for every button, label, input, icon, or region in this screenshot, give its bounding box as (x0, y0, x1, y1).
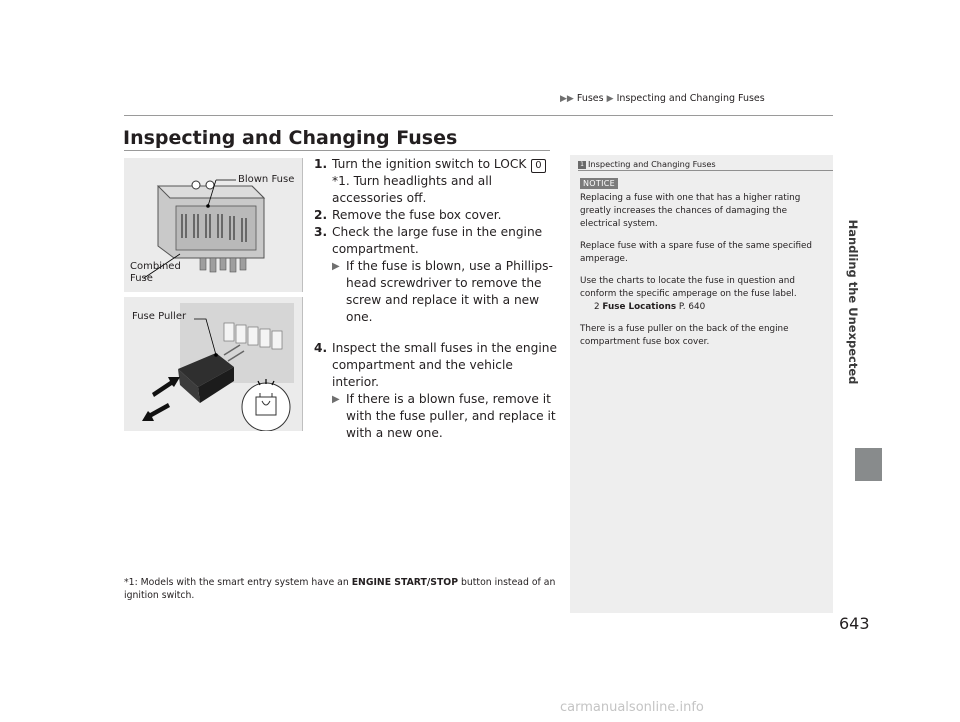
panel-title (578, 159, 716, 169)
xref-label: Fuse Locations (602, 302, 677, 312)
step-4-substep (314, 391, 559, 442)
step-text: Remove the fuse box cover. (332, 208, 502, 222)
arrow-icon: ▶ (332, 394, 340, 405)
breadcrumb-section: Fuses (576, 93, 604, 104)
step-3-substep (314, 258, 559, 326)
title-rule (124, 150, 550, 151)
step-2 (314, 207, 559, 224)
footnote-text: button instead of an ignition switch. (124, 577, 556, 601)
step-text: Turn the ignition switch to LOCK (332, 157, 531, 171)
chapter-side-label-text: Handling the Unexpected (846, 219, 860, 385)
step-text: *1. Turn headlights and all accessories off. (332, 174, 493, 205)
breadcrumb-arrow-icon: ▶ (606, 94, 614, 104)
page-title: Inspecting and Changing Fuses (123, 127, 458, 149)
page-number: 643 (839, 614, 870, 633)
xref-icon: 2 (594, 302, 600, 312)
panel-rule (578, 170, 833, 171)
breadcrumb (560, 93, 765, 104)
combined-fuse-label: Combined Fuse (130, 261, 181, 284)
panel-body (580, 192, 828, 358)
step-text: Check the large fuse in the engine compartment. (332, 225, 543, 256)
footnote (124, 576, 564, 602)
fuse-puller-illustration (124, 297, 303, 431)
step-1 (314, 156, 559, 207)
steps-list (314, 156, 559, 442)
step-3 (314, 224, 559, 258)
chapter-side-label (836, 175, 864, 445)
step-4 (314, 340, 559, 391)
substep-text: If there is a blown fuse, remove it with the fuse puller, and replace it with a new one. (346, 392, 556, 440)
panel-paragraph: Replace fuse with a spare fuse of the same specified amperage. (580, 241, 813, 264)
xref-page: P. 640 (676, 302, 706, 312)
chapter-tab (855, 448, 882, 481)
footnote-text: *1: Models with the smart entry system have an (124, 577, 352, 588)
step-number: 1. (314, 157, 328, 171)
lock-key-icon: 0 (531, 159, 545, 173)
cross-reference-link[interactable] (580, 301, 828, 314)
blown-fuse-label: Blown Fuse (238, 174, 295, 185)
panel-title-text: Inspecting and Changing Fuses (588, 159, 716, 169)
arrow-icon: ▶ (332, 261, 340, 272)
substep-text: If the fuse is blown, use a Phillips-head screwdriver to remove the screw and replace it with a new one. (346, 259, 553, 324)
breadcrumb-topic: Inspecting and Changing Fuses (616, 93, 765, 104)
note-marker-icon: 1 (578, 161, 586, 169)
watermark: carmanualsonline.info (560, 700, 704, 715)
panel-paragraph: Use the charts to locate the fuse in question and conform the specific amperage on the fuse label. (580, 276, 797, 299)
panel-paragraph: There is a fuse puller on the back of the engine compartment fuse box cover. (580, 324, 789, 347)
breadcrumb-arrow-icon: ▶▶ (560, 94, 574, 104)
header-rule (124, 115, 833, 116)
fuse-box-illustration (124, 158, 303, 292)
panel-paragraph: Replacing a fuse with one that has a higher rating greatly increases the chances of damaging the electrical system. (580, 193, 801, 229)
fuse-puller-label: Fuse Puller (132, 311, 187, 322)
notice-badge: NOTICE (580, 178, 618, 189)
step-text: Inspect the small fuses in the engine compartment and the vehicle interior. (332, 341, 557, 389)
step-number: 2. (314, 208, 328, 222)
footnote-button-name: ENGINE START/STOP (351, 577, 459, 588)
step-number: 3. (314, 225, 328, 239)
step-number: 4. (314, 341, 328, 355)
